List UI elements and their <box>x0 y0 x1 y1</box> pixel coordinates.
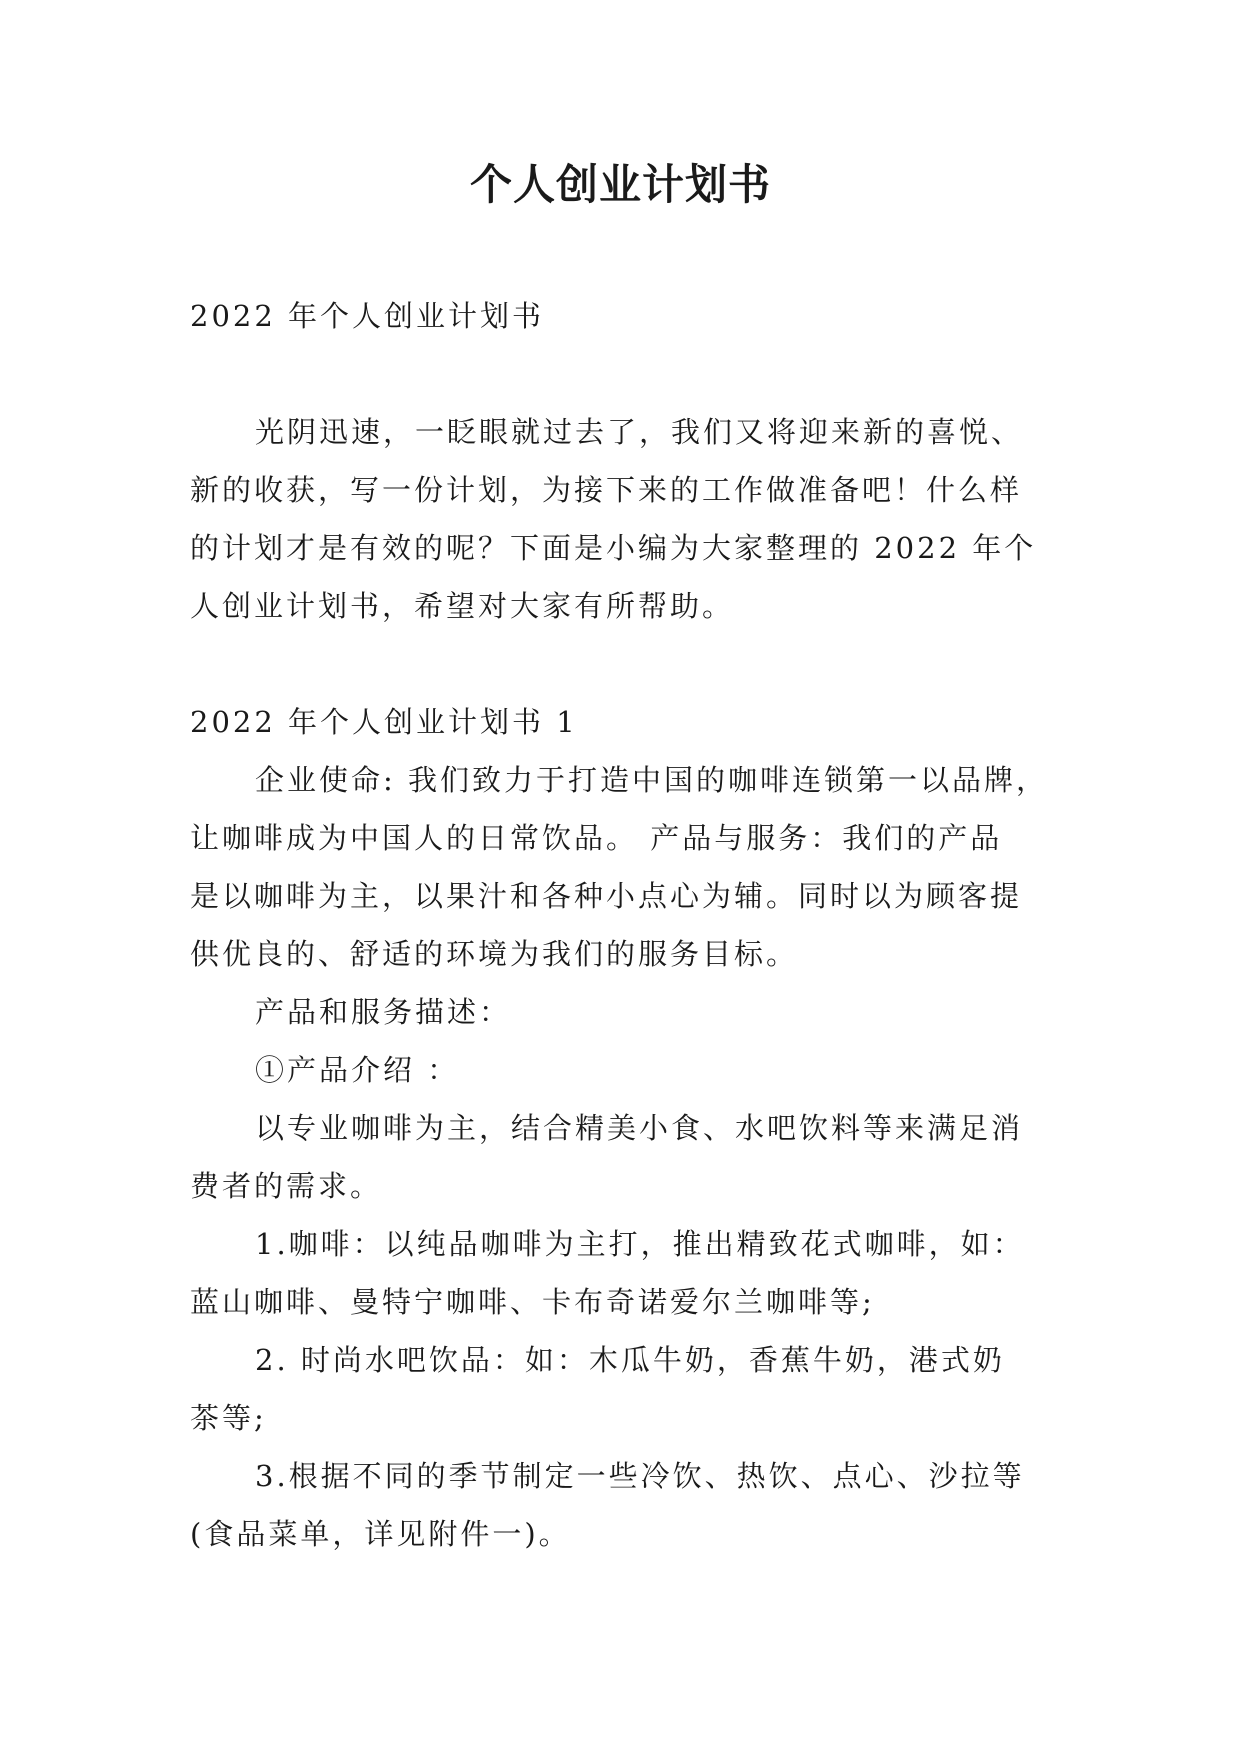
document-title: 个人创业计划书 <box>469 160 771 209</box>
mission-line-1: 企业使命: 我们致力于打造中国的咖啡连锁第一以品牌， <box>255 763 1048 797</box>
intro-line-3: 的计划才是有效的呢？下面是小编为大家整理的 2022 年个 <box>190 531 1037 565</box>
subtitle-line: 2022 年个人创业计划书 <box>190 299 545 333</box>
seasonal-item-line-1: 3.根据不同的季节制定一些冷饮、热饮、点心、沙拉等 <box>255 1459 1025 1493</box>
product-intro-line-2: 费者的需求。 <box>190 1169 383 1203</box>
mission-line-4: 供优良的、舒适的环境为我们的服务目标。 <box>190 937 799 971</box>
intro-line-2: 新的收获，写一份计划，为接下来的工作做准备吧！什么样 <box>190 473 1023 507</box>
drinks-item-line-1: 2. 时尚水吧饮品：如：木瓜牛奶，香蕉牛奶，港式奶 <box>255 1343 1005 1377</box>
coffee-item-line-2: 蓝山咖啡、曼特宁咖啡、卡布奇诺爱尔兰咖啡等; <box>190 1285 875 1319</box>
mission-line-3: 是以咖啡为主，以果汁和各种小点心为辅。同时以为顾客提 <box>190 879 1023 913</box>
intro-line-1: 光阴迅速，一眨眼就过去了，我们又将迎来新的喜悦、 <box>255 415 1024 449</box>
intro-line-4: 人创业计划书，希望对大家有所帮助。 <box>190 589 735 623</box>
section-heading: 2022 年个人创业计划书 1 <box>190 705 578 739</box>
product-intro-heading: ①产品介绍 ： <box>255 1053 460 1087</box>
mission-line-2: 让咖啡成为中国人的日常饮品。 产品与服务：我们的产品 <box>190 821 1003 855</box>
coffee-item-line-1: 1.咖啡：以纯品咖啡为主打，推出精致花式咖啡，如： <box>255 1227 1025 1261</box>
seasonal-item-line-2: (食品菜单，详见附件一)。 <box>190 1517 571 1551</box>
drinks-item-line-2: 茶等; <box>190 1401 267 1435</box>
product-intro-line-1: 以专业咖啡为主，结合精美小食、水吧饮料等来满足消 <box>255 1111 1024 1145</box>
product-description-heading: 产品和服务描述： <box>255 995 512 1029</box>
